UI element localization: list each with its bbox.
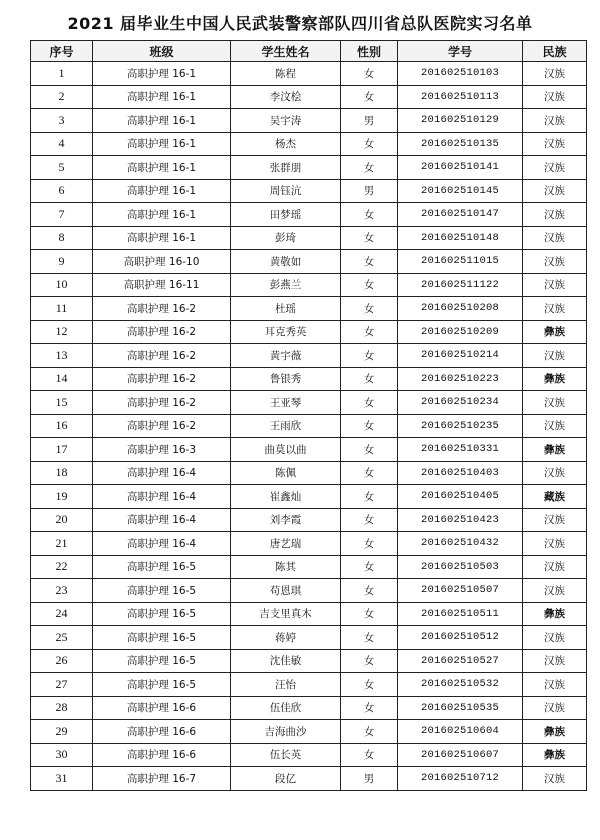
cell-class: 高职护理 16-1 bbox=[93, 226, 231, 250]
cell-index: 24 bbox=[31, 602, 93, 626]
table-row bbox=[31, 203, 587, 227]
cell-class: 高职护理 16-10 bbox=[93, 250, 231, 274]
cell-class: 高职护理 16-5 bbox=[93, 673, 231, 697]
cell-ethnicity: 汉族 bbox=[523, 579, 587, 603]
cell-student-name: 王雨欣 bbox=[231, 414, 341, 438]
cell-ethnicity: 彝族 bbox=[523, 438, 587, 462]
table-row bbox=[31, 579, 587, 603]
table-row bbox=[31, 555, 587, 579]
cell-class: 高职护理 16-1 bbox=[93, 203, 231, 227]
cell-student-name: 陈程 bbox=[231, 62, 341, 86]
cell-gender: 女 bbox=[341, 720, 398, 744]
cell-student-id: 201602510214 bbox=[398, 344, 523, 368]
cell-gender: 女 bbox=[341, 579, 398, 603]
cell-ethnicity: 汉族 bbox=[523, 555, 587, 579]
cell-index: 6 bbox=[31, 179, 93, 203]
cell-student-name: 伍长英 bbox=[231, 743, 341, 767]
cell-ethnicity: 汉族 bbox=[523, 508, 587, 532]
cell-student-id: 201602510234 bbox=[398, 391, 523, 415]
cell-student-name: 杨杰 bbox=[231, 132, 341, 156]
table-row bbox=[31, 485, 587, 509]
table-row bbox=[31, 156, 587, 180]
cell-gender: 女 bbox=[341, 414, 398, 438]
cell-class: 高职护理 16-11 bbox=[93, 273, 231, 297]
cell-gender: 女 bbox=[341, 85, 398, 109]
table-row bbox=[31, 508, 587, 532]
table-row bbox=[31, 767, 587, 791]
cell-index: 1 bbox=[31, 62, 93, 86]
cell-student-name: 汪怡 bbox=[231, 673, 341, 697]
table-row bbox=[31, 250, 587, 274]
cell-class: 高职护理 16-2 bbox=[93, 391, 231, 415]
cell-class: 高职护理 16-5 bbox=[93, 602, 231, 626]
cell-index: 20 bbox=[31, 508, 93, 532]
table-row bbox=[31, 461, 587, 485]
cell-student-id: 201602510512 bbox=[398, 626, 523, 650]
table-row bbox=[31, 62, 587, 86]
cell-gender: 女 bbox=[341, 532, 398, 556]
cell-gender: 男 bbox=[341, 767, 398, 791]
cell-student-id: 201602510223 bbox=[398, 367, 523, 391]
cell-student-id: 201602510405 bbox=[398, 485, 523, 509]
table-header-row bbox=[31, 41, 587, 62]
cell-class: 高职护理 16-6 bbox=[93, 720, 231, 744]
cell-ethnicity: 汉族 bbox=[523, 109, 587, 133]
table-row bbox=[31, 109, 587, 133]
cell-student-id: 201602510103 bbox=[398, 62, 523, 86]
cell-gender: 女 bbox=[341, 226, 398, 250]
cell-class: 高职护理 16-1 bbox=[93, 85, 231, 109]
cell-gender: 女 bbox=[341, 344, 398, 368]
cell-index: 25 bbox=[31, 626, 93, 650]
cell-student-id: 201602510507 bbox=[398, 579, 523, 603]
cell-student-name: 蒋婷 bbox=[231, 626, 341, 650]
cell-student-id: 201602510503 bbox=[398, 555, 523, 579]
cell-ethnicity: 汉族 bbox=[523, 696, 587, 720]
cell-ethnicity: 汉族 bbox=[523, 203, 587, 227]
table-row bbox=[31, 414, 587, 438]
table-row bbox=[31, 344, 587, 368]
cell-class: 高职护理 16-3 bbox=[93, 438, 231, 462]
cell-class: 高职护理 16-2 bbox=[93, 320, 231, 344]
cell-student-id: 201602510141 bbox=[398, 156, 523, 180]
table-body bbox=[31, 62, 587, 791]
cell-gender: 女 bbox=[341, 485, 398, 509]
cell-class: 高职护理 16-5 bbox=[93, 555, 231, 579]
cell-class: 高职护理 16-6 bbox=[93, 743, 231, 767]
cell-ethnicity: 汉族 bbox=[523, 85, 587, 109]
cell-gender: 女 bbox=[341, 297, 398, 321]
cell-index: 27 bbox=[31, 673, 93, 697]
cell-class: 高职护理 16-4 bbox=[93, 485, 231, 509]
cell-student-name: 李汶桧 bbox=[231, 85, 341, 109]
cell-ethnicity: 汉族 bbox=[523, 344, 587, 368]
cell-ethnicity: 汉族 bbox=[523, 673, 587, 697]
table-row bbox=[31, 602, 587, 626]
cell-ethnicity: 汉族 bbox=[523, 273, 587, 297]
cell-student-name: 吉海曲沙 bbox=[231, 720, 341, 744]
cell-gender: 女 bbox=[341, 391, 398, 415]
table-row bbox=[31, 85, 587, 109]
cell-index: 26 bbox=[31, 649, 93, 673]
cell-class: 高职护理 16-4 bbox=[93, 461, 231, 485]
cell-gender: 女 bbox=[341, 743, 398, 767]
cell-index: 30 bbox=[31, 743, 93, 767]
cell-ethnicity: 彝族 bbox=[523, 320, 587, 344]
cell-student-id: 201602510403 bbox=[398, 461, 523, 485]
cell-class: 高职护理 16-1 bbox=[93, 132, 231, 156]
table-row bbox=[31, 438, 587, 462]
cell-class: 高职护理 16-1 bbox=[93, 62, 231, 86]
cell-student-name: 王亚琴 bbox=[231, 391, 341, 415]
cell-student-name: 黄敬如 bbox=[231, 250, 341, 274]
cell-class: 高职护理 16-5 bbox=[93, 649, 231, 673]
cell-index: 10 bbox=[31, 273, 93, 297]
cell-class: 高职护理 16-6 bbox=[93, 696, 231, 720]
cell-class: 高职护理 16-5 bbox=[93, 626, 231, 650]
cell-class: 高职护理 16-7 bbox=[93, 767, 231, 791]
header-student-id: 学号 bbox=[398, 41, 523, 62]
cell-class: 高职护理 16-1 bbox=[93, 179, 231, 203]
cell-index: 13 bbox=[31, 344, 93, 368]
table-row bbox=[31, 720, 587, 744]
cell-student-name: 张群朋 bbox=[231, 156, 341, 180]
cell-index: 29 bbox=[31, 720, 93, 744]
cell-student-name: 苟恩琪 bbox=[231, 579, 341, 603]
cell-ethnicity: 汉族 bbox=[523, 179, 587, 203]
cell-student-id: 201602510235 bbox=[398, 414, 523, 438]
cell-gender: 女 bbox=[341, 508, 398, 532]
cell-index: 22 bbox=[31, 555, 93, 579]
cell-student-name: 彭燕兰 bbox=[231, 273, 341, 297]
cell-student-id: 201602510527 bbox=[398, 649, 523, 673]
cell-student-id: 201602510432 bbox=[398, 532, 523, 556]
cell-class: 高职护理 16-4 bbox=[93, 508, 231, 532]
cell-student-id: 201602510209 bbox=[398, 320, 523, 344]
cell-gender: 男 bbox=[341, 109, 398, 133]
roster-table bbox=[30, 40, 587, 791]
cell-gender: 女 bbox=[341, 626, 398, 650]
cell-index: 23 bbox=[31, 579, 93, 603]
cell-student-name: 吴宇涛 bbox=[231, 109, 341, 133]
cell-student-name: 杜瑶 bbox=[231, 297, 341, 321]
table-row bbox=[31, 626, 587, 650]
cell-index: 2 bbox=[31, 85, 93, 109]
cell-student-id: 201602510147 bbox=[398, 203, 523, 227]
cell-student-name: 陈其 bbox=[231, 555, 341, 579]
cell-student-name: 沈佳敏 bbox=[231, 649, 341, 673]
cell-index: 4 bbox=[31, 132, 93, 156]
cell-student-id: 201602511015 bbox=[398, 250, 523, 274]
cell-student-id: 201602510129 bbox=[398, 109, 523, 133]
cell-student-id: 201602510607 bbox=[398, 743, 523, 767]
cell-student-name: 唐艺瑞 bbox=[231, 532, 341, 556]
cell-index: 7 bbox=[31, 203, 93, 227]
table-row bbox=[31, 391, 587, 415]
cell-ethnicity: 汉族 bbox=[523, 391, 587, 415]
cell-student-name: 彭琦 bbox=[231, 226, 341, 250]
cell-student-id: 201602510511 bbox=[398, 602, 523, 626]
cell-student-name: 曲莫以曲 bbox=[231, 438, 341, 462]
cell-student-id: 201602510113 bbox=[398, 85, 523, 109]
cell-index: 15 bbox=[31, 391, 93, 415]
cell-index: 14 bbox=[31, 367, 93, 391]
cell-student-name: 陈佩 bbox=[231, 461, 341, 485]
cell-ethnicity: 彝族 bbox=[523, 367, 587, 391]
cell-ethnicity: 彝族 bbox=[523, 720, 587, 744]
cell-student-name: 黄宇薇 bbox=[231, 344, 341, 368]
cell-gender: 男 bbox=[341, 179, 398, 203]
cell-gender: 女 bbox=[341, 602, 398, 626]
cell-gender: 女 bbox=[341, 156, 398, 180]
cell-index: 31 bbox=[31, 767, 93, 791]
cell-student-id: 201602510712 bbox=[398, 767, 523, 791]
cell-gender: 女 bbox=[341, 203, 398, 227]
cell-index: 17 bbox=[31, 438, 93, 462]
cell-ethnicity: 藏族 bbox=[523, 485, 587, 509]
cell-student-id: 201602510535 bbox=[398, 696, 523, 720]
cell-student-name: 田梦瑶 bbox=[231, 203, 341, 227]
table-row bbox=[31, 132, 587, 156]
table-row bbox=[31, 673, 587, 697]
cell-student-name: 崔鑫灿 bbox=[231, 485, 341, 509]
table-row bbox=[31, 226, 587, 250]
cell-index: 12 bbox=[31, 320, 93, 344]
cell-gender: 女 bbox=[341, 438, 398, 462]
cell-ethnicity: 汉族 bbox=[523, 626, 587, 650]
cell-student-name: 吉支里真木 bbox=[231, 602, 341, 626]
cell-student-id: 201602510604 bbox=[398, 720, 523, 744]
cell-index: 28 bbox=[31, 696, 93, 720]
table-row bbox=[31, 743, 587, 767]
cell-class: 高职护理 16-1 bbox=[93, 109, 231, 133]
table-row bbox=[31, 532, 587, 556]
cell-gender: 女 bbox=[341, 555, 398, 579]
cell-ethnicity: 汉族 bbox=[523, 461, 587, 485]
cell-index: 11 bbox=[31, 297, 93, 321]
cell-student-id: 201602510423 bbox=[398, 508, 523, 532]
cell-gender: 女 bbox=[341, 649, 398, 673]
cell-gender: 女 bbox=[341, 367, 398, 391]
cell-ethnicity: 汉族 bbox=[523, 649, 587, 673]
cell-student-name: 伍佳欣 bbox=[231, 696, 341, 720]
cell-index: 19 bbox=[31, 485, 93, 509]
header-class: 班级 bbox=[93, 41, 231, 62]
cell-gender: 女 bbox=[341, 320, 398, 344]
cell-class: 高职护理 16-2 bbox=[93, 297, 231, 321]
cell-student-id: 201602510331 bbox=[398, 438, 523, 462]
cell-student-name: 周钰沆 bbox=[231, 179, 341, 203]
cell-gender: 女 bbox=[341, 62, 398, 86]
cell-ethnicity: 汉族 bbox=[523, 297, 587, 321]
cell-gender: 女 bbox=[341, 273, 398, 297]
table-row bbox=[31, 273, 587, 297]
cell-class: 高职护理 16-4 bbox=[93, 532, 231, 556]
cell-student-id: 201602510532 bbox=[398, 673, 523, 697]
cell-ethnicity: 汉族 bbox=[523, 62, 587, 86]
cell-gender: 女 bbox=[341, 132, 398, 156]
cell-gender: 女 bbox=[341, 673, 398, 697]
table-row bbox=[31, 320, 587, 344]
header-gender: 性别 bbox=[341, 41, 398, 62]
table-row bbox=[31, 367, 587, 391]
cell-index: 9 bbox=[31, 250, 93, 274]
cell-student-id: 201602510135 bbox=[398, 132, 523, 156]
cell-ethnicity: 彝族 bbox=[523, 743, 587, 767]
cell-student-id: 201602510148 bbox=[398, 226, 523, 250]
cell-student-id: 201602510208 bbox=[398, 297, 523, 321]
cell-student-id: 201602510145 bbox=[398, 179, 523, 203]
cell-student-id: 201602511122 bbox=[398, 273, 523, 297]
cell-ethnicity: 汉族 bbox=[523, 767, 587, 791]
cell-index: 8 bbox=[31, 226, 93, 250]
cell-index: 16 bbox=[31, 414, 93, 438]
cell-gender: 女 bbox=[341, 461, 398, 485]
cell-class: 高职护理 16-5 bbox=[93, 579, 231, 603]
cell-ethnicity: 汉族 bbox=[523, 226, 587, 250]
cell-ethnicity: 汉族 bbox=[523, 532, 587, 556]
cell-class: 高职护理 16-2 bbox=[93, 414, 231, 438]
cell-student-name: 耳克秀英 bbox=[231, 320, 341, 344]
cell-student-name: 鲁银秀 bbox=[231, 367, 341, 391]
cell-student-name: 段亿 bbox=[231, 767, 341, 791]
cell-ethnicity: 汉族 bbox=[523, 156, 587, 180]
cell-student-name: 刘李霞 bbox=[231, 508, 341, 532]
page-title: 2021 届毕业生中国人民武装警察部队四川省总队医院实习名单 bbox=[67, 14, 533, 33]
cell-ethnicity: 彝族 bbox=[523, 602, 587, 626]
cell-index: 3 bbox=[31, 109, 93, 133]
cell-class: 高职护理 16-2 bbox=[93, 367, 231, 391]
cell-ethnicity: 汉族 bbox=[523, 132, 587, 156]
cell-ethnicity: 汉族 bbox=[523, 250, 587, 274]
table-row bbox=[31, 179, 587, 203]
header-student-name: 学生姓名 bbox=[231, 41, 341, 62]
cell-index: 5 bbox=[31, 156, 93, 180]
cell-class: 高职护理 16-2 bbox=[93, 344, 231, 368]
cell-ethnicity: 汉族 bbox=[523, 414, 587, 438]
cell-gender: 女 bbox=[341, 250, 398, 274]
table-row bbox=[31, 297, 587, 321]
header-ethnicity: 民族 bbox=[523, 41, 587, 62]
cell-class: 高职护理 16-1 bbox=[93, 156, 231, 180]
cell-index: 21 bbox=[31, 532, 93, 556]
cell-gender: 女 bbox=[341, 696, 398, 720]
table-row bbox=[31, 649, 587, 673]
table-row bbox=[31, 696, 587, 720]
header-index: 序号 bbox=[31, 41, 93, 62]
cell-index: 18 bbox=[31, 461, 93, 485]
